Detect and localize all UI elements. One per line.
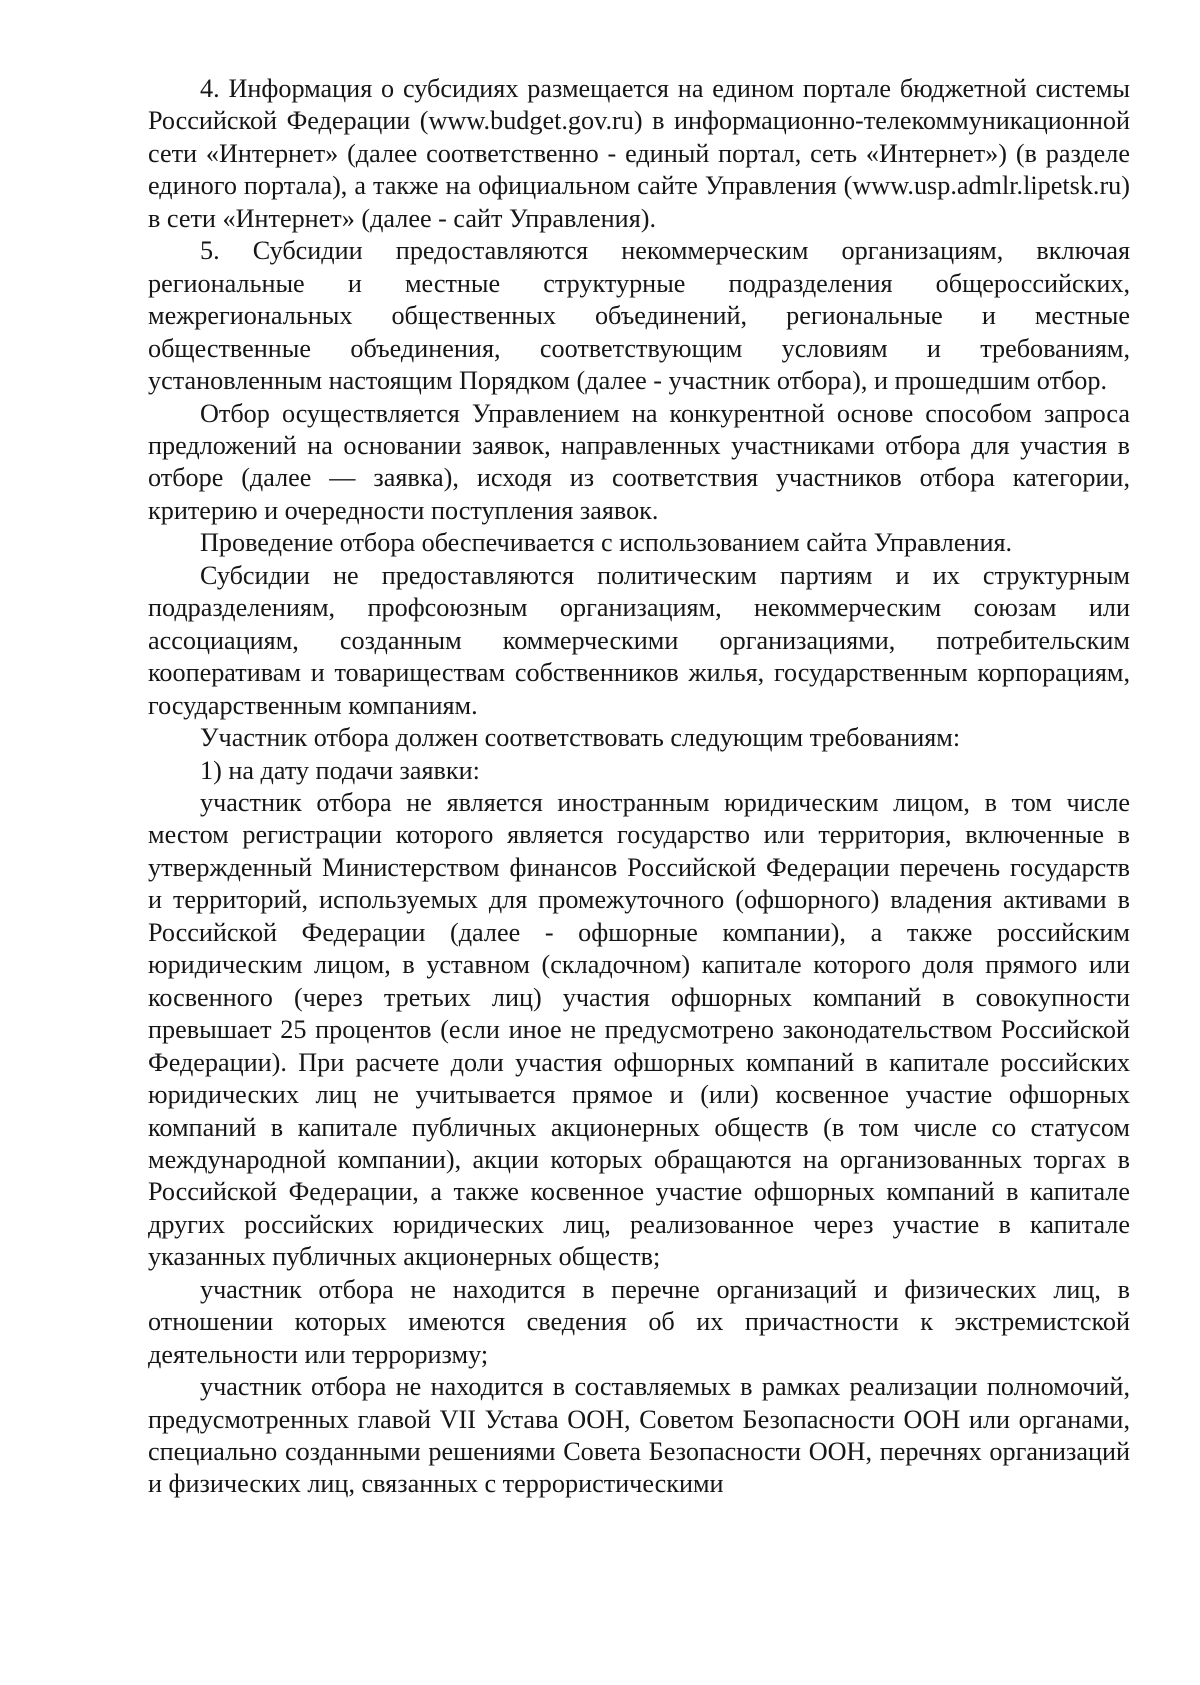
paragraph-exclusions: Субсидии не предоставляются политическим партиям и их структурным подразделениям, профсоюзным организациям, некоммерческим союзам или ассоциациям, созданным коммерческими организациями, потребительским кооперативам и товариществам собственников жилья, государственным корпорациям, государственным компаниям. bbox=[148, 560, 1130, 720]
document-body bbox=[148, 73, 1130, 1501]
paragraph-un-lists-requirement: участник отбора не находится в составляемых в рамках реализации полномочий, предусмотренных главой VII Устава ООН, Советом Безопасности ООН или органами, специально созданными решениями Совета Безопасности ООН, перечнях организаций и физических лиц, связанных с террористическими bbox=[148, 1372, 1130, 1499]
paragraph-requirements-intro: Участник отбора должен соответствовать следующим требованиям: bbox=[200, 723, 961, 753]
paragraph-selection-method: Отбор осуществляется Управлением на конкурентной основе способом запроса предложений на основании заявок, направленных участниками отбора для участия в отборе (далее — заявка), исходя из соответствия участников отбора категории, критерию и очередности поступления заявок. bbox=[148, 398, 1130, 525]
paragraph-item-4-info: 4. Информация о субсидиях размещается на едином портале бюджетной системы Российской Федерации (www.budget.gov.ru) в информационно-телекоммуникационной сети «Интернет» (далее соответственно - единый портал, сеть «Интернет») (в разделе единого портала), а также на официальном сайте Управления (www.usp.admlr.lipetsk.ru) в сети «Интернет» (далее - сайт Управления). bbox=[148, 74, 1130, 233]
paragraph-item-5-subsidies: 5. Субсидии предоставляются некоммерческим организациям, включая региональные и местные структурные подразделения общероссийских, межрегиональных общественных объединений, региональные и местные общественные объединения, соответствующим условиям и требованиям, установленным настоящим Порядком (далее - участник отбора), и прошедшим отбор. bbox=[148, 236, 1130, 396]
paragraph-offshore-requirement: участник отбора не является иностранным юридическим лицом, в том числе местом регистрации которого является государство или территория, включенные в утвержденный Министерством финансов Российской Федерации перечень государств и территорий, используемых для промежуточного (офшорного) владения активами в Российской Федерации (далее - офшорные компании), а также российским юридическим лицом, в уставном (складочном) капитале которого доля прямого или косвенного (через третьих лиц) участия офшорных компаний в совокупности превышает 25 процентов (если иное не предусмотрено законодательством Российской Федерации). При расчете доли участия офшорных компаний в капитале российских юридических лиц не учитывается прямое и (или) косвенное участие офшорных компаний в капитале публичных акционерных обществ (в том числе со статусом международной компании), акции которых обращаются на организованных торгах в Российской Федерации, а также косвенное участие офшорных компаний в капитале других российских юридических лиц, реализованное через участие в капитале указанных публичных акционерных обществ; bbox=[148, 787, 1130, 1272]
paragraph-selection-site: Проведение отбора обеспечивается с использованием сайта Управления. bbox=[200, 528, 1013, 558]
paragraph-requirement-date: 1) на дату подачи заявки: bbox=[200, 755, 480, 785]
paragraph-extremism-requirement: участник отбора не находится в перечне организаций и физических лиц, в отношении которых имеются сведения об их причастности к экстремистской деятельности или терроризму; bbox=[148, 1274, 1130, 1369]
